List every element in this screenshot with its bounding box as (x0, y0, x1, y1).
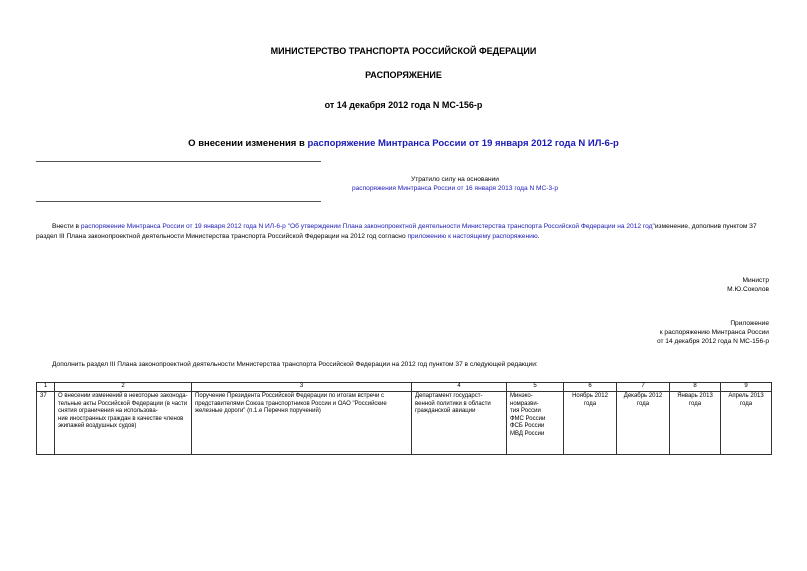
title-prefix: О внесении изменения в (188, 138, 308, 149)
deadline-9: Апрель 2013 года (721, 392, 772, 455)
signature-block (727, 276, 769, 294)
ministry-heading: МИНИСТЕРСТВО ТРАНСПОРТА РОССИЙСКОЙ ФЕДЕРАЦИИ (270, 46, 537, 56)
deadline-7: Декабрь 2012 года (617, 392, 670, 455)
bill-name: О внесении изменений в некоторые законода- тельные акты Российской Федерации (в части снятия ограничения на использова- ние иностранных граждан в качестве членов экипажей воздушных судов) (55, 392, 192, 455)
signatory-name: М.Ю.Соколов (727, 286, 769, 293)
table-row (37, 392, 772, 455)
table-header-row (37, 383, 772, 392)
title-amended-order-link[interactable]: распоряжение Минтранса России от 19 января 2012 года N ИЛ-6-р (307, 138, 619, 149)
para-text-3: . (537, 233, 540, 240)
table-header-cell: 1 (37, 383, 55, 392)
deadline-6: Ноябрь 2012 года (564, 392, 617, 455)
table-header-cell: 2 (55, 383, 192, 392)
table-header-cell: 5 (507, 383, 564, 392)
table-header-cell: 6 (564, 383, 617, 392)
deadline-8: Январь 2013 года (670, 392, 721, 455)
amended-order-link[interactable]: распоряжение Минтранса России от 19 января 2012 года N ИЛ-6-р "Об утверждении Плана законопроектной деятельности Министерства транспорта Российской Федерации на 2012 год" (80, 223, 655, 230)
status-note (300, 175, 610, 193)
basis: Поручение Президента Российской Федерации по итогам встречи с представителями Союза транспортников России и ОАО "Российские железные дороги" (п.1.е Перечня поручений) (192, 392, 412, 455)
document-date-number: от 14 декабря 2012 года N МС-156-р (324, 100, 483, 110)
table-header-cell: 9 (721, 383, 772, 392)
appendix-link[interactable]: приложению к настоящему распоряжению (407, 233, 538, 240)
supplement-intro: Дополнить раздел III Плана законопроектной деятельности Министерства транспорта Российской Федерации на 2012 год пунктом 37 в следующей редакции: (52, 361, 538, 368)
table-header-cell: 3 (192, 383, 412, 392)
plan-table (36, 382, 772, 455)
main-paragraph (36, 222, 771, 242)
signatory-position: Министр (742, 277, 769, 284)
status-line: Утратило силу на основании (411, 176, 499, 183)
table-header-cell: 8 (670, 383, 721, 392)
para-text-1: Внести в (52, 223, 81, 230)
table-header-cell: 4 (412, 383, 507, 392)
row-number: 37 (37, 392, 55, 455)
divider-bottom (36, 201, 321, 202)
document-title (0, 138, 807, 149)
divider-top (36, 161, 321, 162)
repeal-order-link[interactable]: распоряжения Минтранса России от 16 января 2013 года N МС-3-р (351, 185, 559, 192)
appendix-reference-1: к распоряжению Минтранса России (659, 329, 769, 336)
co-executors: Минэко- номразви- тия России ФМС России ФСБ России МВД России (507, 392, 564, 455)
document-type: РАСПОРЯЖЕНИЕ (365, 70, 442, 80)
responsible-department: Департамент государст- венной политики в области гражданской авиации (412, 392, 507, 455)
table-header-cell: 7 (617, 383, 670, 392)
appendix-label: Приложение (730, 320, 769, 327)
appendix-header (657, 319, 769, 346)
para-text-2: изменение, дополнив пунктом 37 раздел III Плана законопроектной деятельности Министерства транспорта Российской Федерации на 2012 год согласно (36, 223, 757, 240)
appendix-reference-2: от 14 декабря 2012 года N МС-156-р (656, 338, 769, 345)
